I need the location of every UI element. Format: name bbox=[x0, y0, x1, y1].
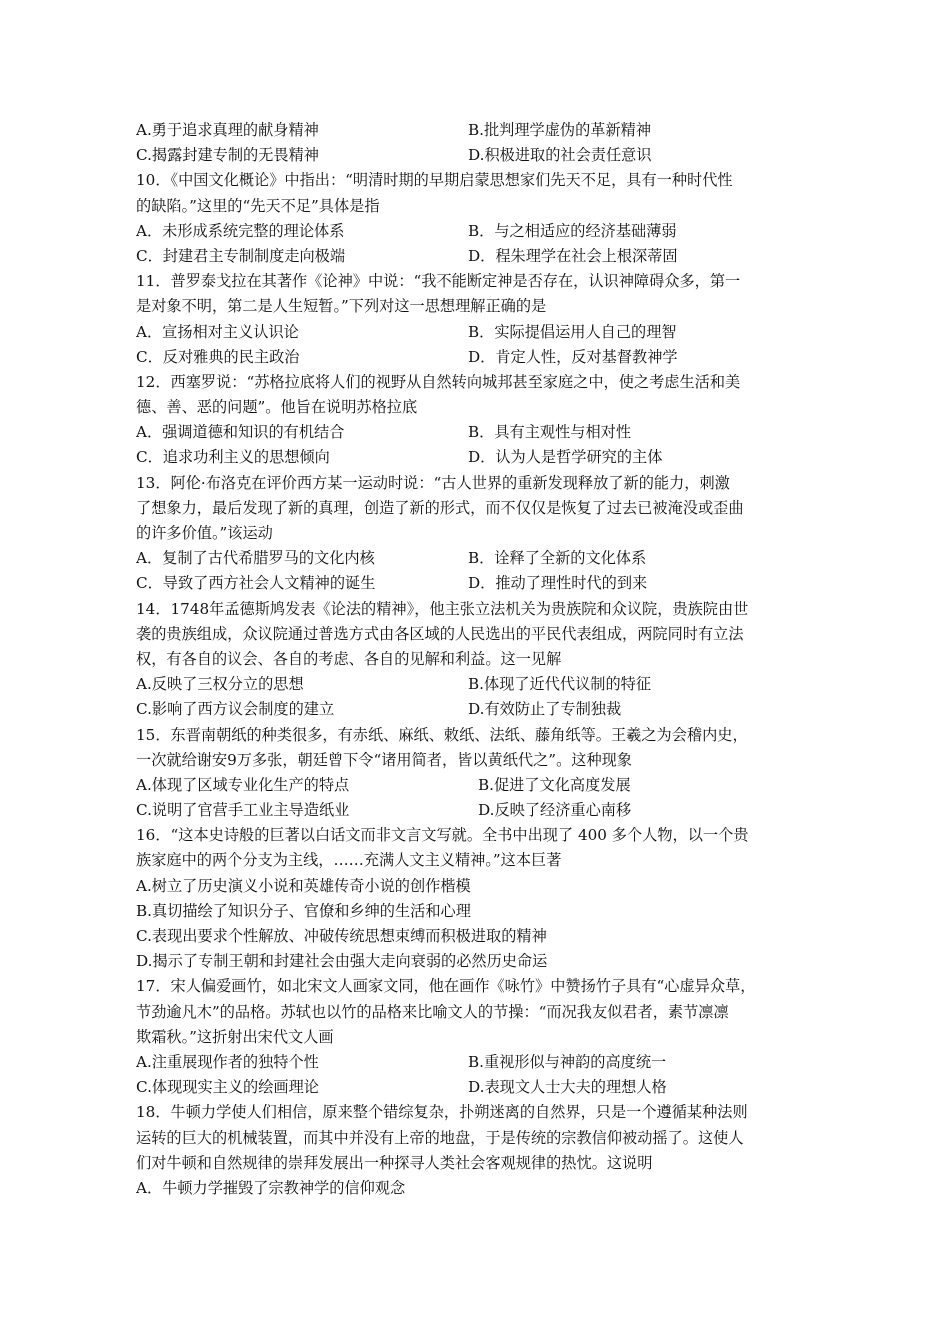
q17-option-d: D.表现文人士大夫的理想人格 bbox=[468, 1078, 667, 1097]
q14-options-row-1 bbox=[136, 672, 816, 697]
q18-stem-line-1: 18．牛顿力学使人们相信，原来整个错综复杂，扑朔迷离的自然界，只是一个遵循某种法则 bbox=[136, 1103, 748, 1122]
q9-option-b: B.批判理学虚伪的革新精神 bbox=[468, 121, 652, 139]
q12-options-row-1 bbox=[136, 420, 816, 445]
q11-option-d: D．肯定人性，反对基督教神学 bbox=[468, 347, 678, 366]
q11-stem-line-2: 是对象不明，第二是人生短暂。”下列对这一思想理解正确的是 bbox=[136, 297, 547, 316]
q13-stem-line-1: 13．阿伦·布洛克在评价西方某一运动时说：“古人世界的重新发现释放了新的能力，刺激 bbox=[136, 473, 730, 492]
q12-option-d: D．认为人是哲学研究的主体 bbox=[468, 448, 663, 467]
q13-stem-line-2: 了想象力，最后发现了新的真理，创造了新的形式，而不仅仅是恢复了过去已被淹没或歪曲 bbox=[136, 498, 744, 517]
q17-option-b: B.重视形似与神韵的高度统一 bbox=[468, 1052, 667, 1071]
q12-stem-line-2: 德、善、恶的问题”。他旨在说明苏格拉底 bbox=[136, 398, 418, 417]
q16-option-a: A.树立了历史演义小说和英雄传奇小说的创作楷模 bbox=[136, 876, 471, 895]
q15-options-row-1 bbox=[136, 773, 816, 798]
q16-stem-line-2: 族家庭中的两个分支为主线，……充满人文主义精神。”这本巨著 bbox=[136, 851, 562, 870]
q16-option-d: D.揭示了专制王朝和封建社会由强大走向衰弱的必然历史命运 bbox=[136, 952, 548, 971]
q14-stem-line-3: 权，有各自的议会、各自的考虑、各自的见解和利益。这一见解 bbox=[136, 649, 562, 668]
q12-option-a: A．强调道德和知识的有机结合 bbox=[136, 423, 345, 442]
q12-options-row-2 bbox=[136, 445, 816, 470]
q9-option-d: D.积极进取的社会责任意识 bbox=[468, 146, 652, 165]
q14-option-a: A.反映了三权分立的思想 bbox=[136, 675, 304, 694]
q10-option-a: A．未形成系统完整的理论体系 bbox=[136, 221, 345, 240]
q17-options-row-2 bbox=[136, 1075, 816, 1100]
q17-option-a: A.注重展现作者的独特个性 bbox=[136, 1052, 319, 1071]
q14-stem-line-2: 袭的贵族组成，众议院通过普选方式由各区域的人民选出的平民代表组成，两院同时有立法 bbox=[136, 624, 744, 643]
q15-options-row-2 bbox=[136, 798, 816, 823]
q9-option-a: A.勇于追求真理的献身精神 bbox=[136, 121, 319, 139]
q10-option-b: B．与之相适应的经济基础薄弱 bbox=[468, 221, 677, 240]
q15-option-c: C.说明了官营手工业主导造纸业 bbox=[136, 801, 350, 820]
q17-stem-line-3: 欺霜秋。”这折射出宋代文人画 bbox=[136, 1027, 334, 1046]
q17-options-row-1 bbox=[136, 1050, 816, 1075]
q11-option-c: C．反对雅典的民主政治 bbox=[136, 347, 300, 366]
q11-option-a: A．宣扬相对主义认识论 bbox=[136, 322, 299, 341]
q12-option-c: C．追求功利主义的思想倾向 bbox=[136, 448, 330, 467]
q13-options-row-1 bbox=[136, 546, 816, 571]
q17-stem-line-2: 节劲逾凡木”的品格。苏轼也以竹的品格来比喻文人的节操：“而况我友似君者，素节凛凛 bbox=[136, 1002, 729, 1021]
q18-stem-line-3: 们对牛顿和自然规律的崇拜发展出一种探寻人类社会客观规律的热忱。这说明 bbox=[136, 1153, 653, 1172]
q17-option-c: C.体现现实主义的绘画理论 bbox=[136, 1078, 319, 1097]
q10-options-row-2 bbox=[136, 244, 816, 269]
q11-options-row-2 bbox=[136, 345, 816, 370]
q9-options-row-2 bbox=[136, 143, 816, 168]
q14-options-row-2 bbox=[136, 697, 816, 722]
q10-option-d: D．程朱理学在社会上根深蒂固 bbox=[468, 246, 678, 265]
q18-stem-line-2: 运转的巨大的机械装置，而其中并没有上帝的地盘，于是传统的宗教信仰被动摇了。这使人 bbox=[136, 1128, 744, 1147]
q12-stem-line-1: 12．西塞罗说：“苏格拉底将人们的视野从自然转向城邦甚至家庭之中，使之考虑生活和美 bbox=[136, 372, 741, 391]
q13-option-a: A．复制了古代希腊罗马的文化内核 bbox=[136, 549, 375, 568]
q17-stem-line-1: 17．宋人偏爱画竹，如北宋文人画家文同，他在画作《咏竹》中赞扬竹子具有“心虚异众草， bbox=[136, 977, 756, 996]
q14-option-c: C.影响了西方议会制度的建立 bbox=[136, 700, 335, 719]
q18-option-a: A．牛顿力学摧毁了宗教神学的信仰观念 bbox=[136, 1178, 406, 1197]
q10-options-row-1 bbox=[136, 219, 816, 244]
exam-page bbox=[136, 118, 816, 1201]
q15-option-d: D.反映了经济重心南移 bbox=[478, 801, 632, 820]
q13-options-row-2 bbox=[136, 571, 816, 596]
q13-option-d: D．推动了理性时代的到来 bbox=[468, 574, 648, 593]
q10-stem-line-1: 10．《中国文化概论》中指出：“明清时期的早期启蒙思想家们先天不足，具有一种时代性 bbox=[136, 171, 733, 190]
q12-option-b: B．具有主观性与相对性 bbox=[468, 423, 632, 442]
q11-option-b: B．实际提倡运用人自己的理智 bbox=[468, 322, 677, 341]
q15-stem-line-1: 15．东晋南朝纸的种类很多，有赤纸、麻纸、敕纸、法纸、藤角纸等。王羲之为会稽内史， bbox=[136, 725, 748, 744]
q15-stem-line-2: 一次就给谢安9万多张，朝廷曾下令“诸用简者，皆以黄纸代之”。这种现象 bbox=[136, 750, 633, 769]
q15-option-b: B.促进了文化高度发展 bbox=[478, 775, 631, 794]
q16-option-b: B.真切描绘了知识分子、官僚和乡绅的生活和心理 bbox=[136, 901, 471, 920]
q13-stem-line-3: 的许多价值。”该运动 bbox=[136, 524, 273, 542]
q9-option-c: C.揭露封建专制的无畏精神 bbox=[136, 146, 319, 165]
q16-stem-line-1: 16．“这本史诗般的巨著以白话文而非文言文写就。全书中出现了 400 多个人物，以一个贵 bbox=[136, 826, 749, 845]
q15-option-a: A.体现了区域专业化生产的特点 bbox=[136, 775, 350, 794]
q13-option-b: B．诠释了全新的文化体系 bbox=[468, 549, 647, 568]
q14-option-d: D.有效防止了专制独裁 bbox=[468, 700, 622, 719]
q9-options-row-1 bbox=[136, 118, 816, 143]
q14-stem-line-1: 14．1748年孟德斯鸠发表《论法的精神》，他主张立法机关为贵族院和众议院，贵族院由世 bbox=[136, 599, 749, 618]
q11-stem-line-1: 11．普罗泰戈拉在其著作《论神》中说：“我不能断定神是否存在，认识神障碍众多，第一 bbox=[136, 272, 741, 291]
q13-option-c: C．导致了西方社会人文精神的诞生 bbox=[136, 574, 376, 593]
q14-option-b: B.体现了近代代议制的特征 bbox=[468, 675, 652, 694]
q10-option-c: C．封建君主专制制度走向极端 bbox=[136, 246, 346, 265]
q16-option-c: C.表现出要求个性解放、冲破传统思想束缚而积极进取的精神 bbox=[136, 927, 547, 945]
q11-options-row-1 bbox=[136, 320, 816, 345]
q10-stem-line-2: 的缺陷。”这里的“先天不足”具体是指 bbox=[136, 196, 380, 215]
